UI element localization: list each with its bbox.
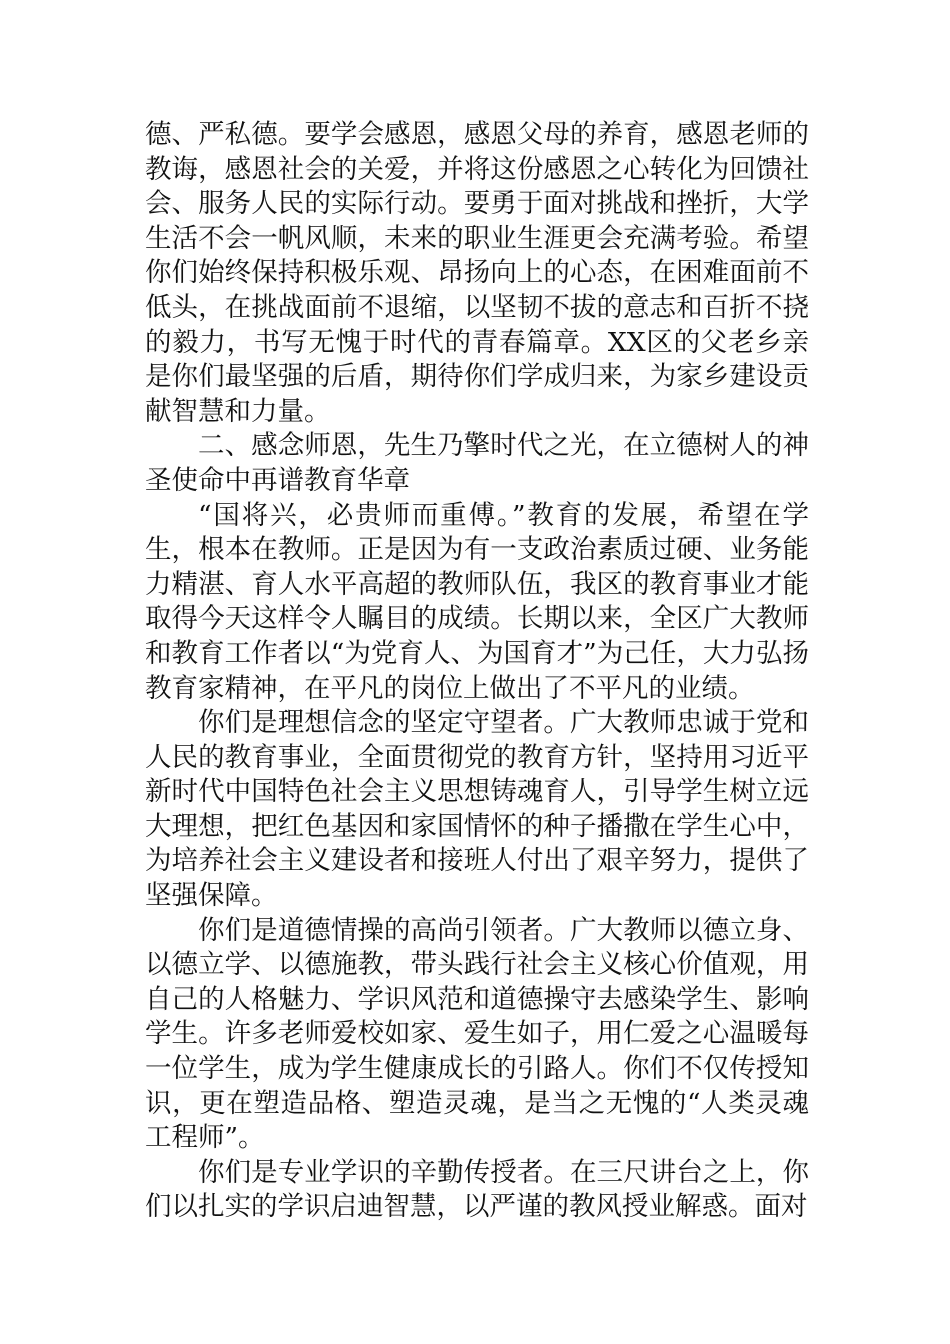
paragraph-3: “国将兴，必贵师而重傅。”教育的发展，希望在学生，根本在教师。正是因为有一支政治素质过硬、业务能力精湛、育人水平高超的教师队伍，我区的教育事业才能取得今天这样令人瞩目的成绩。长期以来，全区广大教师和教育工作者以“为党育人、为国育才”为己任，大力弘扬教育家精神，在平凡的岗位上做出了不平凡的业绩。 (145, 499, 809, 704)
section-heading-2: 二、感念师恩，先生乃擎时代之光，在立德树人的神圣使命中再谱教育华章 (145, 430, 809, 496)
paragraph-4: 你们是理想信念的坚定守望者。广大教师忠诚于党和人民的教育事业，全面贯彻党的教育方针，坚持用习近平新时代中国特色社会主义思想铸魂育人，引导学生树立远大理想，把红色基因和家国情怀的种子播撒在学生心中，为培养社会主义建设者和接班人付出了艰辛努力，提供了坚强保障。 (145, 707, 809, 912)
paragraph-5: 你们是道德情操的高尚引领者。广大教师以德立身、以德立学、以德施教，带头践行社会主义核心价值观，用自己的人格魅力、学识风范和道德操守去感染学生、影响学生。许多老师爱校如家、爱生如子，用仁爱之心温暖每一位学生，成为学生健康成长的引路人。你们不仅传授知识，更在塑造品格、塑造灵魂，是当之无愧的“人类灵魂工程师”。 (145, 914, 809, 1154)
paragraph-6: 你们是专业学识的辛勤传授者。在三尺讲台之上，你们以扎实的学识启迪智慧，以严谨的教风授业解惑。面对 (145, 1156, 809, 1223)
document-body (145, 118, 809, 1225)
paragraph-1: 德、严私德。要学会感恩，感恩父母的养育，感恩老师的教诲，感恩社会的关爱，并将这份感恩之心转化为回馈社会、服务人民的实际行动。要勇于面对挑战和挫折，大学生活不会一帆风顺，未来的职业生涯更会充满考验。希望你们始终保持积极乐观、昂扬向上的心态，在困难面前不低头，在挑战面前不退缩，以坚韧不拔的意志和百折不挠的毅力，书写无愧于时代的青春篇章。XX区的父老乡亲是你们最坚强的后盾，期待你们学成归来，为家乡建设贡献智慧和力量。 (145, 119, 809, 427)
